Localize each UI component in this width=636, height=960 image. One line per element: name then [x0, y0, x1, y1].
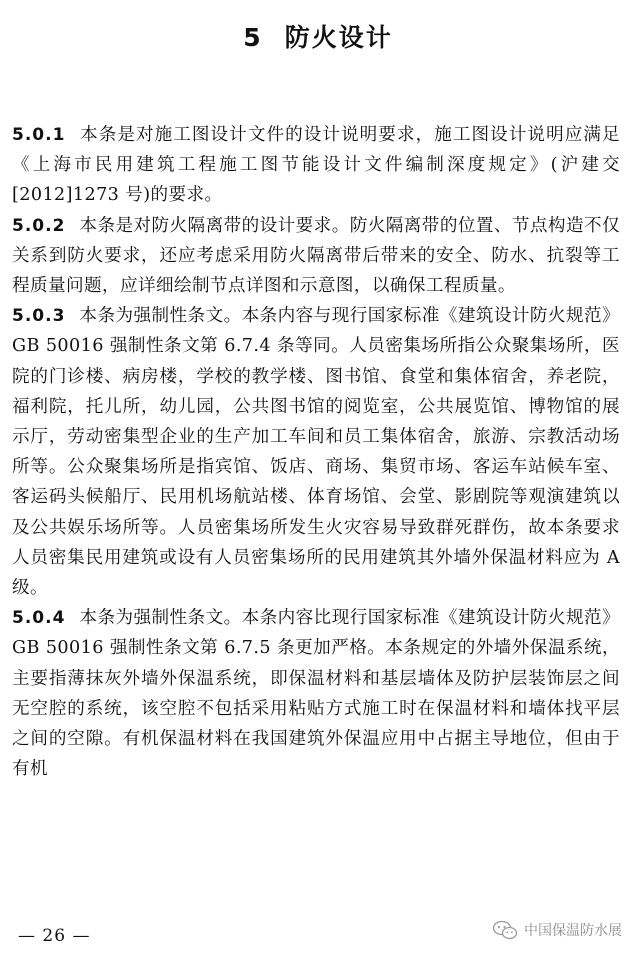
chapter-title [0, 18, 636, 54]
clause-5-0-4 [12, 603, 620, 784]
chapter-title-text: 防火设计 [284, 23, 393, 52]
clause-5-0-2 [12, 211, 620, 302]
page-number: — 26 — [18, 926, 91, 946]
clause-text: 本条是对防火隔离带的设计要求。防火隔离带的位置、节点构造不仅关系到防火要求，还应考虑采用防火隔离带后带来的安全、防水、抗裂等工程质量问题，应详细绘制节点详图和示意图，以确保工程质量。 [12, 215, 620, 297]
clause-number: 5.0.2 [12, 215, 66, 236]
clause-text: 本条是对施工图设计文件的设计说明要求，施工图设计说明应满足《上海市民用建筑工程施工图节能设计文件编制深度规定》(沪建交[2012]1273 号)的要求。 [12, 125, 620, 206]
clause-number: 5.0.4 [12, 608, 66, 629]
chapter-number: 5 [243, 23, 263, 52]
wechat-icon [492, 920, 518, 940]
clause-5-0-3 [12, 301, 620, 603]
clause-text: 本条为强制性条文。本条内容比现行国家标准《建筑设计防火规范》GB 50016 强制性条文第 6.7.5 条更加严格。本条规定的外墙外保温系统，主要指薄抹灰外墙外保温系统，即保温材料和基层墙体及防护层装饰层之间无空腔的系统，该空腔不包括采用粘贴方式施工时在保温材料和墙体找平层之间的空隙。有机保温材料在我国建筑外保温应用中占据主导地位，但由于有机 [12, 608, 620, 780]
watermark [492, 920, 622, 940]
clause-number: 5.0.3 [12, 306, 66, 327]
watermark-text: 中国保温防水展 [524, 923, 622, 939]
clause-number: 5.0.1 [12, 125, 66, 145]
body-text [12, 120, 620, 784]
clause-text: 本条为强制性条文。本条内容与现行国家标准《建筑设计防火规范》GB 50016 强制性条文第 6.7.4 条等同。人员密集场所指公众聚集场所，医院的门诊楼、病房楼，学校的教学楼、图书馆、食堂和集体宿舍，养老院，福利院，托儿所，幼儿园，公共图书馆的阅览室，公共展览馆、博物馆的展示厅，劳动密集型企业的生产加工车间和员工集体宿舍，旅游、宗教活动场所等。公众聚集场所是指宾馆、饭店、商场、集贸市场、客运车站候车室、客运码头候船厅、民用机场航站楼、体育场馆、会堂、影剧院等观演建筑以及公共娱乐场所等。人员密集场所发生火灾容易导致群死群伤，故本条要求人员密集民用建筑或设有人员密集场所的民用建筑其外墙外保温材料应为 A 级。 [12, 306, 620, 599]
clause-5-0-1 [12, 120, 620, 211]
